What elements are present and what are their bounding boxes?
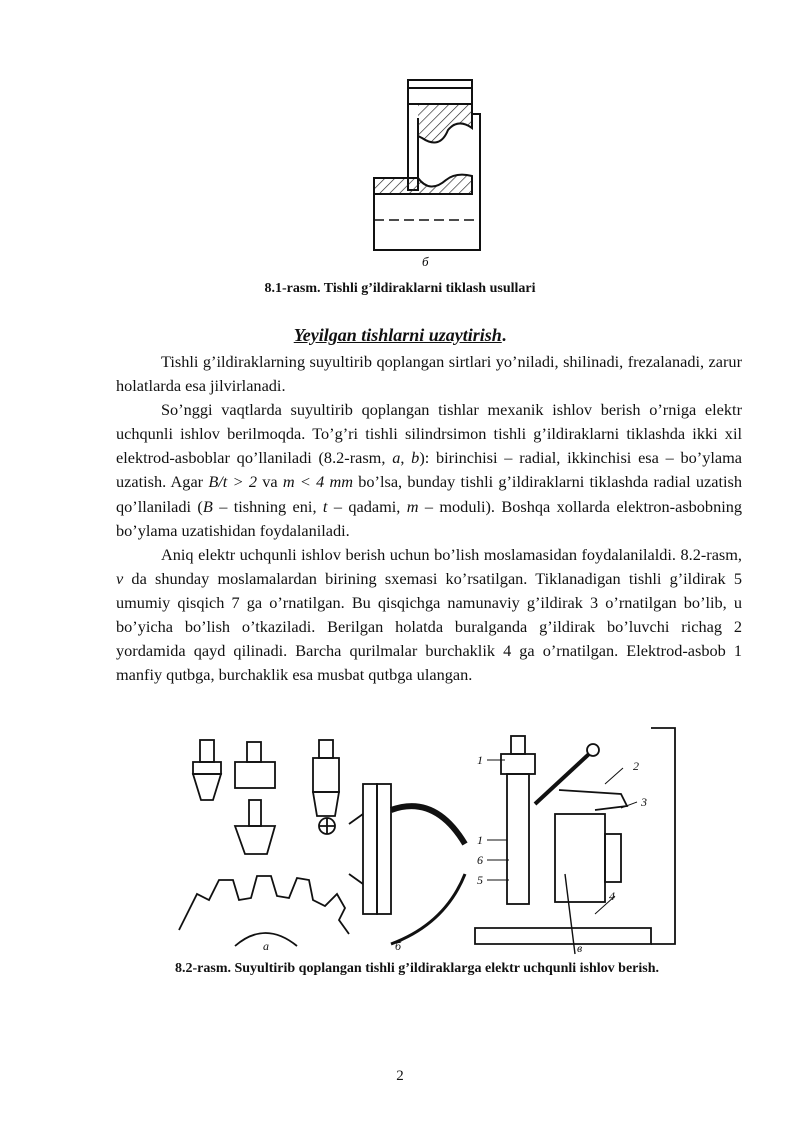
paragraph-2-var-t: t xyxy=(322,496,328,516)
figure-8-2-drawing xyxy=(175,724,695,956)
paragraph-2-var-a: a xyxy=(392,448,401,468)
callout-5: 5 xyxy=(477,873,483,887)
callout-3: 3 xyxy=(641,795,647,809)
paragraph-2-text: ): birinchisi – radial, ikkinchisi esa – bo’ylama uzatish. Agar xyxy=(116,448,743,492)
paragraph-2-text: – moduli). Boshqa xollarda elektron-asbobning bo’ylama uzatishidan foydalaniladi. xyxy=(116,496,743,540)
paragraph-2-var-m: m xyxy=(406,496,419,516)
paragraph-3 xyxy=(116,543,742,688)
body-text xyxy=(116,350,742,687)
paragraph-2-text: – tishning eni, xyxy=(212,496,323,516)
callout-4: 4 xyxy=(609,889,615,903)
paragraph-2-var-B: B xyxy=(202,496,213,516)
figure-8-2-label-a: а xyxy=(263,939,269,953)
section-heading-period: . xyxy=(501,325,507,345)
figure-8-1-drawing xyxy=(360,74,490,274)
paragraph-2 xyxy=(116,398,742,543)
callout-2: 2 xyxy=(633,759,639,773)
paragraph-2-text: – qadami, xyxy=(327,496,407,516)
callout-6: 6 xyxy=(477,853,483,867)
page-number: 2 xyxy=(396,1068,404,1084)
paragraph-2-text: , xyxy=(400,448,412,468)
paragraph-2-var-b: b xyxy=(411,448,420,468)
paragraph-3-var-v: v xyxy=(116,568,124,588)
figure-8-2-label-v: в xyxy=(577,941,583,955)
paragraph-1: Tishli g’ildiraklarning suyultirib qoplangan sirtlari yo’niladi, shilinadi, frezalanadi, zarur holatlarda esa jilvirlanadi. xyxy=(116,352,742,396)
paragraph-3-text: Aniq elektr uchqunli ishlov berish uchun bo’lish moslamasidan foydalanilaldi. 8.2-rasm, xyxy=(161,544,742,564)
paragraph-2-text: So’nggi vaqtlarda suyultirib qoplangan tishlar mexanik ishlov berish o’rniga elektr uchqunli ishlov berilmoqda. To’g’ri tishli silindrsimon tishli g’ildiraklarni tiklashda ikki xil elektrod-asboblar qo’llaniladi (8.2-rasm, xyxy=(116,400,742,468)
paragraph-3-text: da shunday moslamalardan birining sxemasi ko’rsatilgan. Tiklanadigan tishli g’ildirak 5 umumiy qisqich 7 ga o’rnatilgan. Bu qisqichga namunaviy g’ildirak 3 o’rnatilgan bo’lib, u bo’yicha bo’lish o’tkaziladi. Berilgan holatda buralganda g’ildirak bo’luvchi richag 2 yordamida qayd qilinadi. Barcha qurilmalar burchaklik 4 ga o’rnatilgan. Elektrod-asbob 1 manfiy qutbga, burchaklik esa musbat qutbga ulangan. xyxy=(116,568,742,685)
paragraph-2-text: va xyxy=(256,472,283,492)
section-heading-text: Yeyilgan tishlarni uzaytirish xyxy=(293,325,502,345)
paragraph-2-text: bo’lsa, bunday tishli g’ildiraklarni tiklashda radial uzatish qo’llaniladi ( xyxy=(116,472,742,516)
figure-8-2-caption: 8.2-rasm. Suyultirib qoplangan tishli g’ildiraklarga elektr uchqunli ishlov berish. xyxy=(175,961,659,976)
figure-8-2-label-b: б xyxy=(395,939,402,953)
figure-8-1-label: б xyxy=(422,254,429,269)
callout-1a: 1 xyxy=(477,753,483,767)
figure-8-1-caption: 8.1-rasm. Tishli g’ildiraklarni tiklash usullari xyxy=(264,281,536,296)
paragraph-2-formula: m < 4 mm xyxy=(282,472,353,492)
callout-1b: 1 xyxy=(477,833,483,847)
paragraph-2-formula: B/t > 2 xyxy=(208,472,257,492)
section-heading xyxy=(0,325,800,346)
